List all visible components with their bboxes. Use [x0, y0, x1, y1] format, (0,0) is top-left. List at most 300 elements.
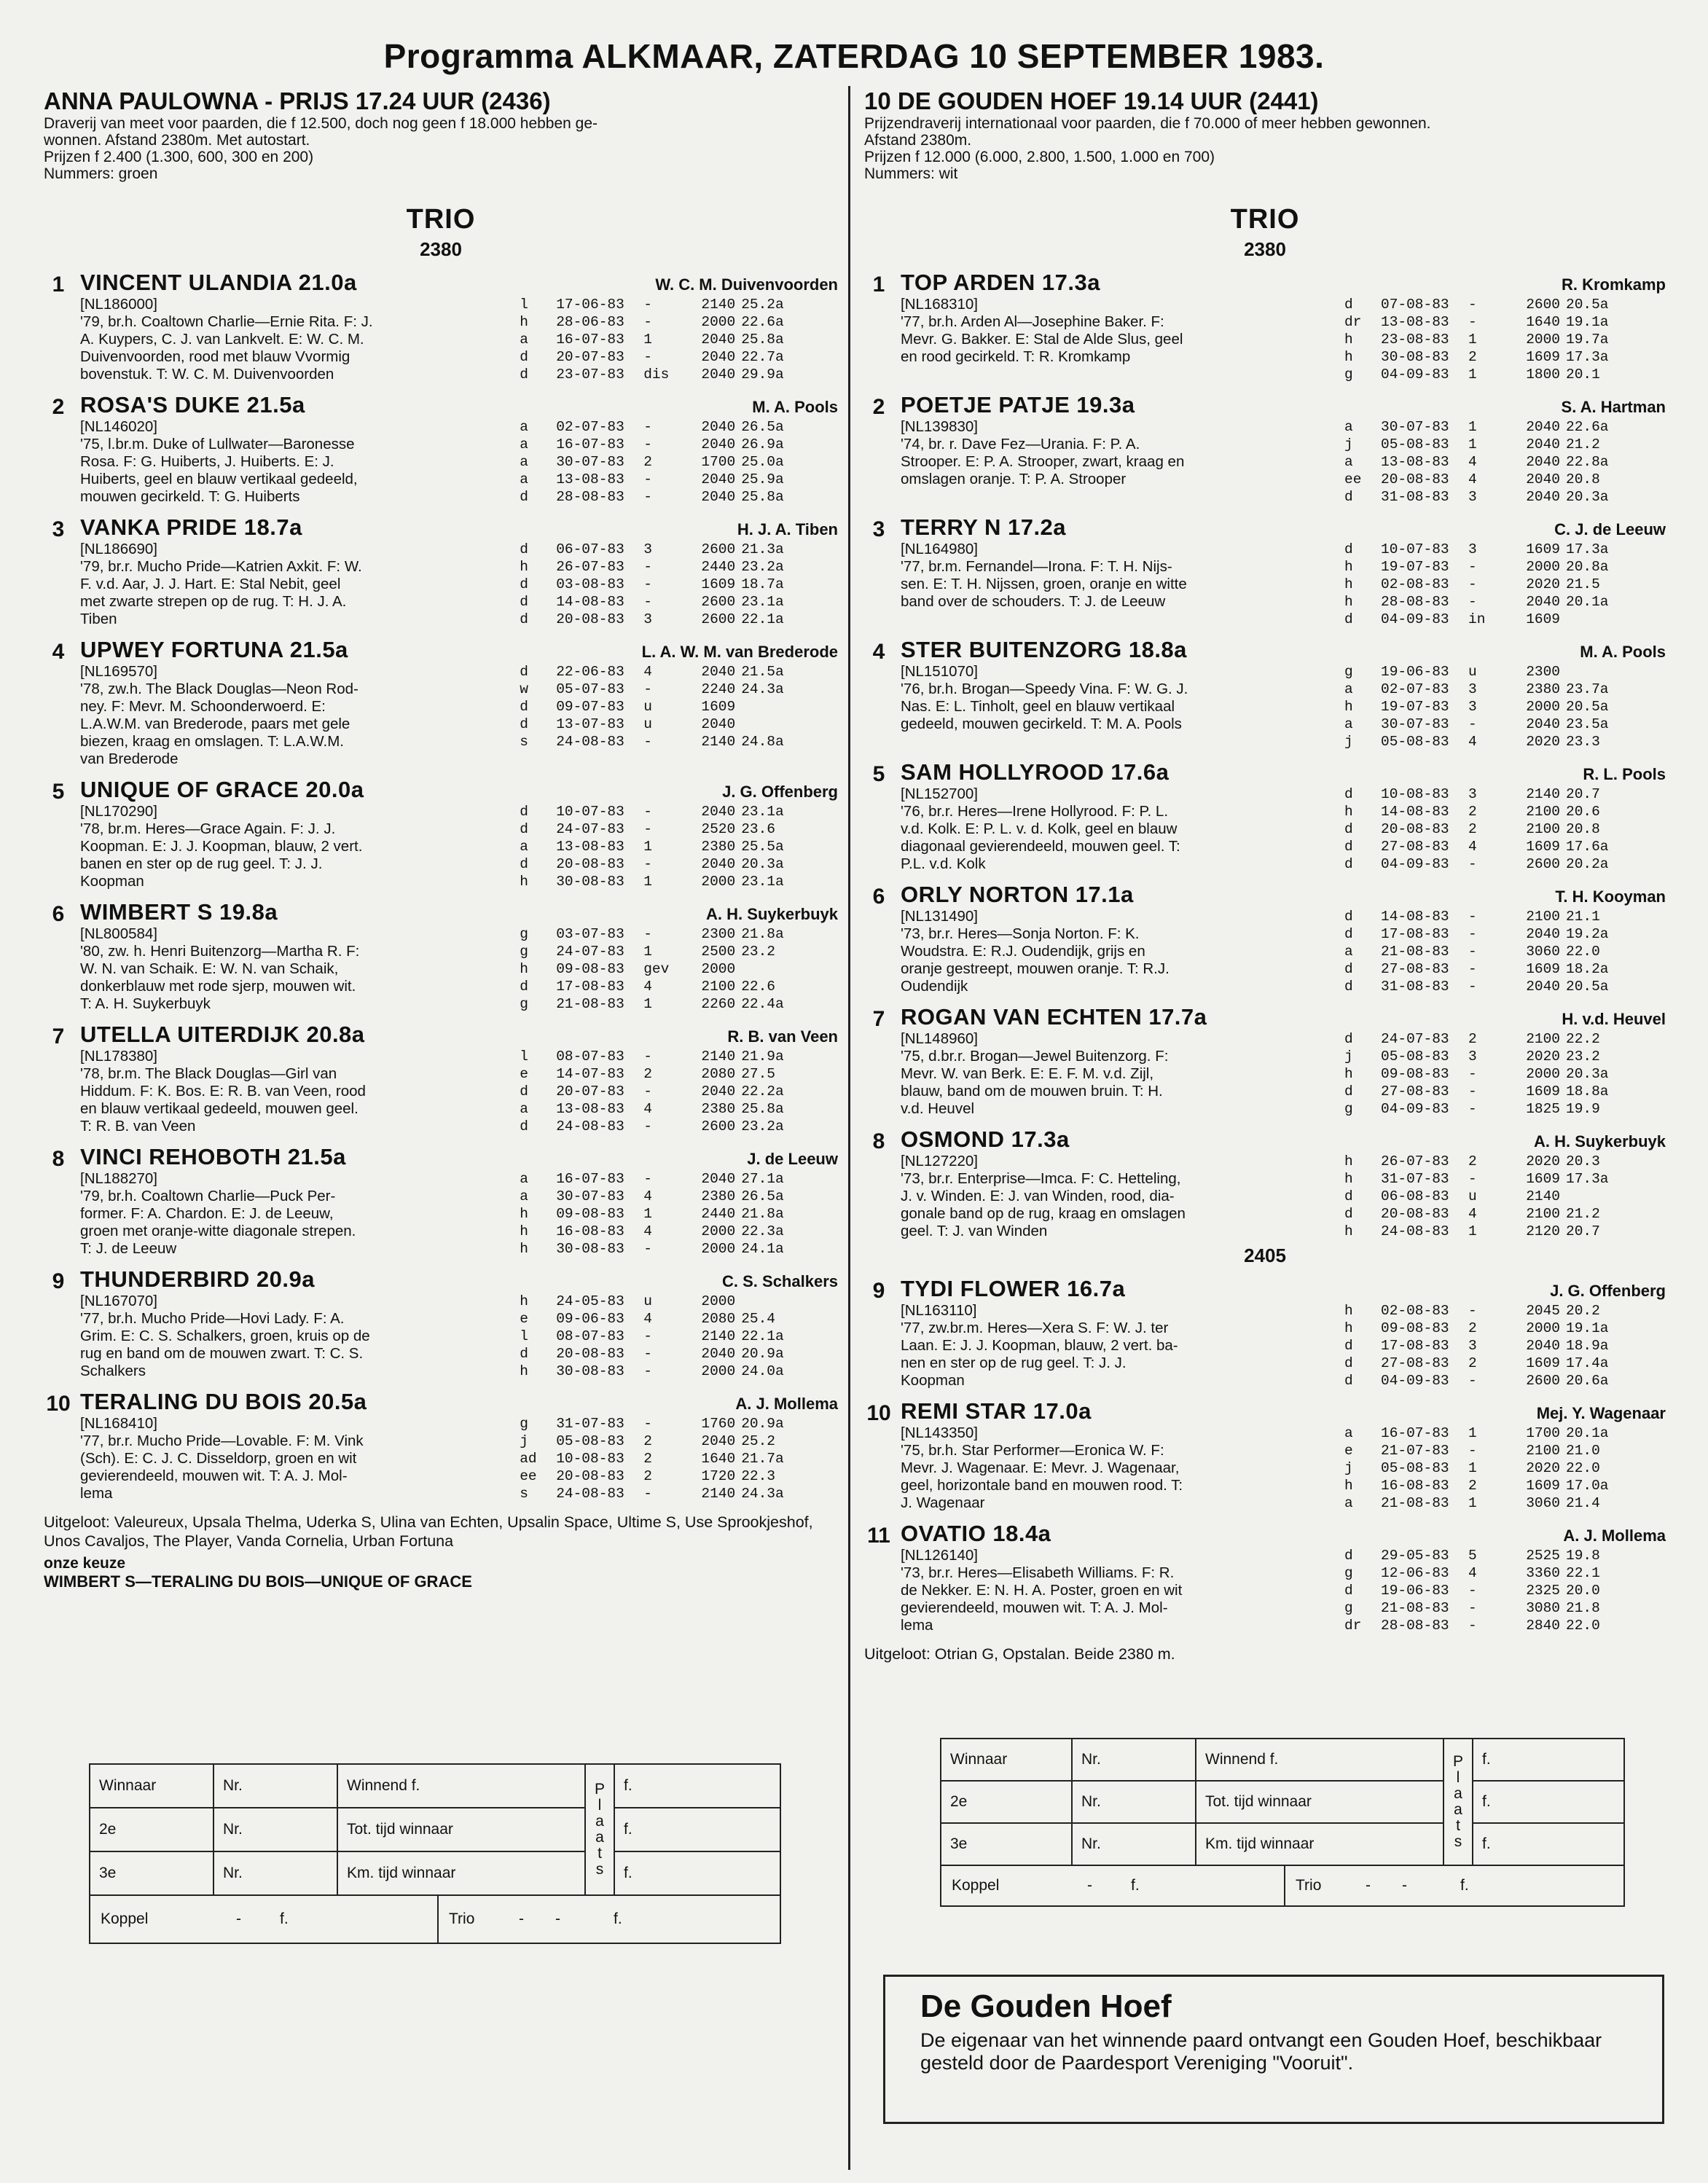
result-date: 27-08-83 — [1381, 1355, 1449, 1371]
result-time: 19.1a — [1566, 314, 1609, 330]
result-date: 17-06-83 — [556, 297, 624, 313]
result-distance: 2045 — [1526, 1303, 1560, 1319]
result-track: d — [1344, 1083, 1353, 1100]
horse-entry — [44, 514, 838, 628]
result-track: g — [1344, 664, 1353, 680]
result-row — [1344, 1372, 1666, 1390]
result-track: d — [520, 716, 528, 732]
result-distance: 2380 — [701, 1101, 736, 1117]
result-row — [520, 925, 838, 943]
result-date: 10-07-83 — [1381, 541, 1449, 557]
result-row — [1344, 576, 1666, 593]
result-date: 27-08-83 — [1381, 961, 1449, 977]
result-place: 1 — [1468, 1223, 1477, 1239]
result-distance: 2600 — [701, 1118, 736, 1134]
gouden-hoef-text: De eigenaar van het winnende paard ontvangt een Gouden Hoef, beschikbaar gesteld door de Paardesport Vereniging "Vooruit". — [920, 2029, 1602, 2074]
form-field-f[interactable]: f. — [614, 1851, 780, 1895]
result-date: 30-07-83 — [556, 1188, 624, 1204]
result-distance: 2040 — [1526, 471, 1560, 487]
result-date: 05-08-83 — [1381, 1460, 1449, 1476]
result-track: h — [1344, 559, 1353, 575]
result-distance: 1800 — [1526, 367, 1560, 383]
result-track: d — [520, 576, 528, 592]
description-line: [NL170290] — [80, 803, 158, 820]
result-track: l — [520, 1049, 528, 1065]
result-date: 16-07-83 — [556, 436, 624, 452]
result-time: 24.8a — [741, 734, 784, 750]
description-line: Koopman — [901, 1372, 965, 1389]
result-row — [520, 1467, 838, 1485]
result-row — [520, 1328, 838, 1345]
result-time: 22.1a — [741, 611, 784, 627]
result-track: d — [520, 367, 528, 383]
description-line: '73, br.r. Heres—Elisabeth Williams. F: R. — [901, 1564, 1175, 1581]
result-row — [520, 716, 838, 733]
result-date: 09-08-83 — [1381, 1066, 1449, 1082]
result-date: 09-06-83 — [556, 1311, 624, 1327]
result-track: d — [1344, 1206, 1353, 1222]
result-track: d — [1344, 1188, 1353, 1204]
result-place: - — [643, 559, 652, 575]
result-date: 02-07-83 — [1381, 681, 1449, 697]
gouden-hoef-box — [883, 1975, 1664, 2124]
result-distance: 2300 — [701, 926, 736, 942]
result-distance: 2020 — [1526, 1049, 1560, 1065]
horse-entry — [44, 392, 838, 506]
result-row — [520, 296, 838, 313]
entry-main — [901, 1004, 1666, 1118]
horse-name: ORLY NORTON 17.1a — [901, 882, 1134, 907]
result-date: 03-08-83 — [556, 576, 624, 592]
result-date: 28-08-83 — [556, 489, 624, 505]
result-row — [520, 873, 838, 890]
result-track: g — [1344, 367, 1353, 383]
description-line: biezen, kraag en omslagen. T: L.A.W.M. — [80, 733, 344, 750]
form-field-f[interactable]: f. — [1473, 1739, 1624, 1781]
description-line: gonale band op de rug, kraag en omslagen — [901, 1205, 1186, 1222]
entry-body — [901, 1424, 1666, 1512]
result-time: 22.0 — [1566, 1618, 1600, 1634]
result-distance: 2260 — [701, 996, 736, 1012]
description-line: van Brederode — [80, 750, 179, 767]
result-time: 23.1a — [741, 874, 784, 890]
result-date: 24-08-83 — [556, 1486, 624, 1502]
horse-name: VANKA PRIDE 18.7a — [80, 514, 302, 540]
result-time: 25.0a — [741, 454, 784, 470]
result-place: - — [643, 804, 652, 820]
horse-entry — [864, 637, 1666, 750]
result-place: - — [643, 594, 652, 610]
result-time: 24.3a — [741, 681, 784, 697]
result-place: 4 — [643, 1223, 652, 1239]
results-list — [520, 925, 838, 1013]
result-place: - — [643, 419, 652, 435]
result-time: 23.2a — [741, 559, 784, 575]
result-distance: 2520 — [701, 821, 736, 837]
result-distance: 2040 — [701, 436, 736, 452]
result-date: 24-08-83 — [556, 734, 624, 750]
result-distance: 2000 — [1526, 1066, 1560, 1082]
horse-entry — [44, 899, 838, 1013]
result-distance: 1609 — [1526, 611, 1560, 627]
result-track: d — [1344, 979, 1353, 995]
result-place: 3 — [1468, 681, 1477, 697]
result-track: a — [1344, 681, 1353, 697]
form-koppel-trio-row: Koppel - f. Trio - - f. — [941, 1865, 1624, 1906]
result-date: 28-08-83 — [1381, 1618, 1449, 1634]
result-distance: 2600 — [701, 594, 736, 610]
result-time: 20.3 — [1566, 1153, 1600, 1169]
result-place: gev — [643, 961, 670, 977]
entry-main — [80, 514, 838, 628]
result-track: h — [520, 1293, 528, 1309]
result-date: 13-08-83 — [1381, 454, 1449, 470]
result-track: a — [1344, 454, 1353, 470]
form-label-km-tijd: Km. tijd winnaar — [1196, 1823, 1443, 1865]
entry-header — [80, 1144, 838, 1170]
result-time: 19.7a — [1566, 332, 1609, 348]
result-distance: 2040 — [701, 471, 736, 487]
result-time: 20.2a — [1566, 856, 1609, 872]
result-date: 17-08-83 — [1381, 926, 1449, 942]
description-line: W. N. van Schaik. E: W. N. van Schaik, — [80, 960, 339, 977]
result-track: g — [1344, 1101, 1353, 1117]
result-distance: 2140 — [701, 734, 736, 750]
horse-name: UNIQUE OF GRACE 20.0a — [80, 777, 364, 802]
results-list — [520, 1415, 838, 1502]
result-distance: 1609 — [1526, 1355, 1560, 1371]
result-distance: 2080 — [701, 1066, 736, 1082]
result-track: h — [1344, 349, 1353, 365]
result-date: 14-08-83 — [556, 594, 624, 610]
result-row — [520, 1363, 838, 1380]
entry-number: 10 — [866, 1401, 891, 1425]
result-time: 25.8a — [741, 489, 784, 505]
result-row — [520, 1100, 838, 1118]
result-time: 27.1a — [741, 1171, 784, 1187]
form-field-koppel-f[interactable]: f. — [1131, 1866, 1285, 1905]
result-time: 17.4a — [1566, 1355, 1609, 1371]
result-row — [1344, 348, 1666, 366]
result-time: 21.2 — [1566, 1206, 1600, 1222]
result-date: 21-08-83 — [1381, 944, 1449, 960]
result-distance: 2600 — [701, 611, 736, 627]
result-place: - — [1468, 856, 1477, 872]
result-date: 10-08-83 — [556, 1451, 624, 1467]
race-info: Prijzendraverij internationaal voor paarden, die f 70.000 of meer hebben gewonnen. Afstand 2380m. Prijzen f 12.000 (6.000, 2.800, 1.500, 1.000 en 700) Nummers: wit — [864, 115, 1431, 182]
result-distance: 1609 — [701, 576, 736, 592]
result-track: d — [1344, 786, 1353, 802]
horse-name: TERALING DU BOIS 20.5a — [80, 1389, 367, 1414]
horse-entry — [864, 1521, 1666, 1634]
result-time — [1566, 663, 1624, 681]
result-distance: 2140 — [701, 297, 736, 313]
form-field-f[interactable]: f. — [1473, 1823, 1624, 1865]
result-time: 19.1a — [1566, 1320, 1609, 1336]
result-distance: 2140 — [701, 1049, 736, 1065]
race-info: Draverij van meet voor paarden, die f 12.500, doch nog geen f 18.000 hebben ge- wonnen. Afstand 2380m. Met autostart. Prijzen f 2.400 (1.300, 600, 300 en 200) Nummers: groen — [44, 115, 598, 182]
result-distance: 2040 — [1526, 454, 1560, 470]
result-time: 21.0 — [1566, 1443, 1600, 1459]
horse-entry — [864, 1276, 1666, 1390]
result-time: 26.5a — [741, 419, 784, 435]
result-date: 20-08-83 — [1381, 471, 1449, 487]
result-distance: 2140 — [1526, 786, 1560, 802]
result-place: 1 — [1468, 1495, 1477, 1511]
result-date: 30-08-83 — [556, 874, 624, 890]
result-row — [1344, 541, 1666, 558]
result-row — [520, 960, 838, 978]
entry-body — [80, 418, 838, 506]
result-row — [1344, 838, 1666, 855]
description-line: ney. F: Mevr. M. Schoonderwoerd. E: — [80, 698, 326, 715]
result-date: 09-08-83 — [1381, 1320, 1449, 1336]
result-distance: 1609 — [1526, 1478, 1560, 1494]
entry-header — [901, 1398, 1666, 1424]
keuze-picks: WIMBERT S—TERALING DU BOIS—UNIQUE OF GRACE — [44, 1572, 472, 1591]
result-row — [1344, 1547, 1666, 1564]
form-field-trio-f[interactable]: f. — [614, 1910, 622, 1927]
description-line: [NL186000] — [80, 296, 158, 313]
result-distance: 1640 — [701, 1451, 736, 1467]
result-track: h — [1344, 1223, 1353, 1239]
entry-main — [80, 1144, 838, 1258]
result-place: - — [643, 1049, 652, 1065]
gouden-hoef-title: De Gouden Hoef — [920, 1988, 1172, 2024]
result-date: 24-07-83 — [1381, 1031, 1449, 1047]
result-time — [1566, 611, 1624, 628]
result-track: h — [1344, 1153, 1353, 1169]
result-date: 24-07-83 — [556, 944, 624, 960]
entry-description — [80, 803, 520, 890]
form-label-nr: Nr. — [1072, 1781, 1196, 1823]
result-track: d — [520, 541, 528, 557]
form-label-nr: Nr. — [214, 1851, 337, 1895]
result-place: 2 — [1468, 821, 1477, 837]
result-track: l — [520, 1328, 528, 1344]
result-date: 20-08-83 — [556, 1468, 624, 1484]
form-field-trio-f[interactable]: f. — [1460, 1877, 1469, 1894]
result-place: 3 — [1468, 786, 1477, 802]
result-row — [1344, 1065, 1666, 1083]
result-track: a — [520, 471, 528, 487]
result-date: 05-08-83 — [556, 1433, 624, 1449]
description-line: [NL168310] — [901, 296, 979, 313]
entry-description — [80, 1170, 520, 1258]
description-line: '79, br.h. Coaltown Charlie—Ernie Rita. F: J. — [80, 313, 373, 330]
description-line: [NL178380] — [80, 1048, 158, 1065]
description-line: '77, zw.br.m. Heres—Xera S. F: W. J. ter — [901, 1320, 1169, 1336]
result-time — [741, 1293, 799, 1310]
result-place: - — [1468, 1583, 1477, 1599]
result-row — [520, 1415, 838, 1433]
description-line: blauw, band om de mouwen bruin. T: H. — [901, 1083, 1163, 1100]
trainer-name: C. J. de Leeuw — [1554, 520, 1666, 538]
description-line: L.A.W.M. van Brederode, paars met gele — [80, 716, 350, 732]
result-track: j — [1344, 436, 1353, 452]
horse-entry — [864, 1126, 1666, 1240]
entry-description — [901, 418, 1344, 506]
horse-name: TOP ARDEN 17.3a — [901, 270, 1100, 295]
result-track: d — [520, 1346, 528, 1362]
description-line: diagonaal gevierendeeld, mouwen geel. T: — [901, 838, 1180, 855]
result-row — [520, 1293, 838, 1310]
horse-entry — [44, 637, 838, 768]
trainer-name: T. H. Kooyman — [1555, 887, 1666, 906]
description-line: P.L. v.d. Kolk — [901, 855, 986, 872]
result-row — [520, 488, 838, 506]
entry-header — [80, 270, 838, 296]
trainer-name: J. G. Offenberg — [722, 783, 838, 801]
description-line: [NL188270] — [80, 1170, 158, 1187]
result-date: 13-08-83 — [556, 1101, 624, 1117]
result-place: - — [1468, 926, 1477, 942]
form-field-f[interactable]: f. — [1473, 1781, 1624, 1823]
entry-main — [901, 759, 1666, 873]
form-label-km-tijd: Km. tijd winnaar — [337, 1851, 585, 1895]
result-track: d — [1344, 297, 1353, 313]
result-date: 19-07-83 — [1381, 699, 1449, 715]
result-distance: 2325 — [1526, 1583, 1560, 1599]
entry-description — [901, 296, 1344, 383]
result-date: 05-07-83 — [556, 681, 624, 697]
result-distance: 2020 — [1526, 1460, 1560, 1476]
result-date: 04-09-83 — [1381, 611, 1449, 627]
result-distance: 2100 — [1526, 1206, 1560, 1222]
description-line: '77, br.h. Arden Al—Josephine Baker. F: — [901, 313, 1164, 330]
result-time: 20.9a — [741, 1416, 784, 1432]
result-place: 2 — [1468, 1478, 1477, 1494]
results-list — [520, 803, 838, 890]
result-row — [520, 1310, 838, 1328]
result-date: 24-05-83 — [556, 1293, 624, 1309]
form-label-trio: Trio — [449, 1910, 475, 1927]
description-line: [NL163110] — [901, 1302, 977, 1319]
result-track: h — [520, 874, 528, 890]
result-distance: 2040 — [701, 1346, 736, 1362]
result-place: 1 — [1468, 332, 1477, 348]
result-date: 30-07-83 — [556, 454, 624, 470]
entry-header — [901, 637, 1666, 663]
entry-header — [80, 637, 838, 663]
entry-main — [80, 899, 838, 1013]
description-line: Tiben — [80, 611, 117, 627]
results-list — [1344, 1547, 1666, 1634]
result-track: a — [520, 419, 528, 435]
result-row — [1344, 855, 1666, 873]
results-list — [1344, 1424, 1666, 1512]
result-place: - — [643, 1416, 652, 1432]
horse-name: SAM HOLLYROOD 17.6a — [901, 759, 1170, 785]
result-date: 19-06-83 — [1381, 664, 1449, 680]
result-distance: 2040 — [701, 1171, 736, 1187]
result-date: 10-07-83 — [556, 804, 624, 820]
result-row — [520, 681, 838, 698]
result-track: h — [1344, 332, 1353, 348]
result-date: 28-06-83 — [556, 314, 624, 330]
entry-main — [901, 270, 1666, 383]
result-time: 23.1a — [741, 594, 784, 610]
entry-header — [80, 1389, 838, 1415]
entry-body — [901, 908, 1666, 995]
result-track: d — [1344, 856, 1353, 872]
result-track: d — [1344, 1031, 1353, 1047]
result-place: 2 — [1468, 1031, 1477, 1047]
result-distance: 2000 — [701, 1241, 736, 1257]
result-time: 21.8a — [741, 1206, 784, 1222]
results-list — [1344, 418, 1666, 506]
entry-header — [901, 514, 1666, 541]
result-time: 21.8 — [1566, 1600, 1600, 1616]
entry-description — [901, 1302, 1344, 1390]
result-row — [1344, 908, 1666, 925]
entry-body — [80, 803, 838, 890]
entry-header — [80, 1266, 838, 1293]
result-place: - — [1468, 1101, 1477, 1117]
result-distance: 1609 — [1526, 1171, 1560, 1187]
result-distance: 2140 — [1526, 1188, 1560, 1204]
result-date: 21-08-83 — [556, 996, 624, 1012]
result-row — [520, 1118, 838, 1135]
result-row — [1344, 1170, 1666, 1188]
description-line: Duivenvoorden, rood met blauw Vvormig — [80, 348, 350, 365]
entry-main — [80, 637, 838, 768]
result-distance: 2040 — [701, 664, 736, 680]
result-date: 09-07-83 — [556, 699, 624, 715]
form-label-nr: Nr. — [214, 1808, 337, 1851]
result-track: w — [520, 681, 528, 697]
result-distance: 1609 — [1526, 961, 1560, 977]
result-track: g — [520, 996, 528, 1012]
form-field-f[interactable]: f. — [614, 1764, 780, 1808]
result-distance: 2040 — [701, 856, 736, 872]
distance-heading-2: 2405 — [1244, 1245, 1286, 1266]
result-form-right — [940, 1738, 1625, 1907]
form-label-tot-tijd: Tot. tijd winnaar — [1196, 1781, 1443, 1823]
result-place: 2 — [643, 1468, 652, 1484]
form-field-f[interactable]: f. — [614, 1808, 780, 1851]
result-date: 24-08-83 — [556, 1118, 624, 1134]
description-line: Schalkers — [80, 1363, 146, 1379]
result-time: 20.1a — [1566, 594, 1609, 610]
result-track: d — [1344, 1548, 1353, 1564]
trio-heading: TRIO — [1230, 204, 1300, 235]
result-track: j — [520, 1433, 528, 1449]
entry-main — [901, 882, 1666, 995]
description-line: Strooper. E: P. A. Strooper, zwart, kraag en — [901, 453, 1185, 470]
result-time: 22.0 — [1566, 944, 1600, 960]
description-line: T: J. de Leeuw — [80, 1240, 177, 1257]
entry-header — [901, 1521, 1666, 1547]
description-line: lema — [901, 1617, 933, 1634]
description-line: '78, zw.h. The Black Douglas—Neon Rod- — [80, 681, 359, 697]
result-date: 20-08-83 — [556, 856, 624, 872]
result-track: j — [1344, 1460, 1353, 1476]
entry-header — [901, 882, 1666, 908]
result-track: g — [520, 944, 528, 960]
result-time: 19.8 — [1566, 1548, 1600, 1564]
form-field-koppel-f[interactable]: f. — [280, 1896, 439, 1943]
form-label-nr: Nr. — [1072, 1823, 1196, 1865]
result-distance: 1700 — [701, 454, 736, 470]
result-row — [1344, 611, 1666, 628]
result-row — [1344, 925, 1666, 943]
description-line: [NL169570] — [80, 663, 158, 680]
result-time: 21.5 — [1566, 576, 1600, 592]
horse-entry — [864, 759, 1666, 873]
result-date: 20-08-83 — [556, 611, 624, 627]
result-track: h — [520, 1223, 528, 1239]
